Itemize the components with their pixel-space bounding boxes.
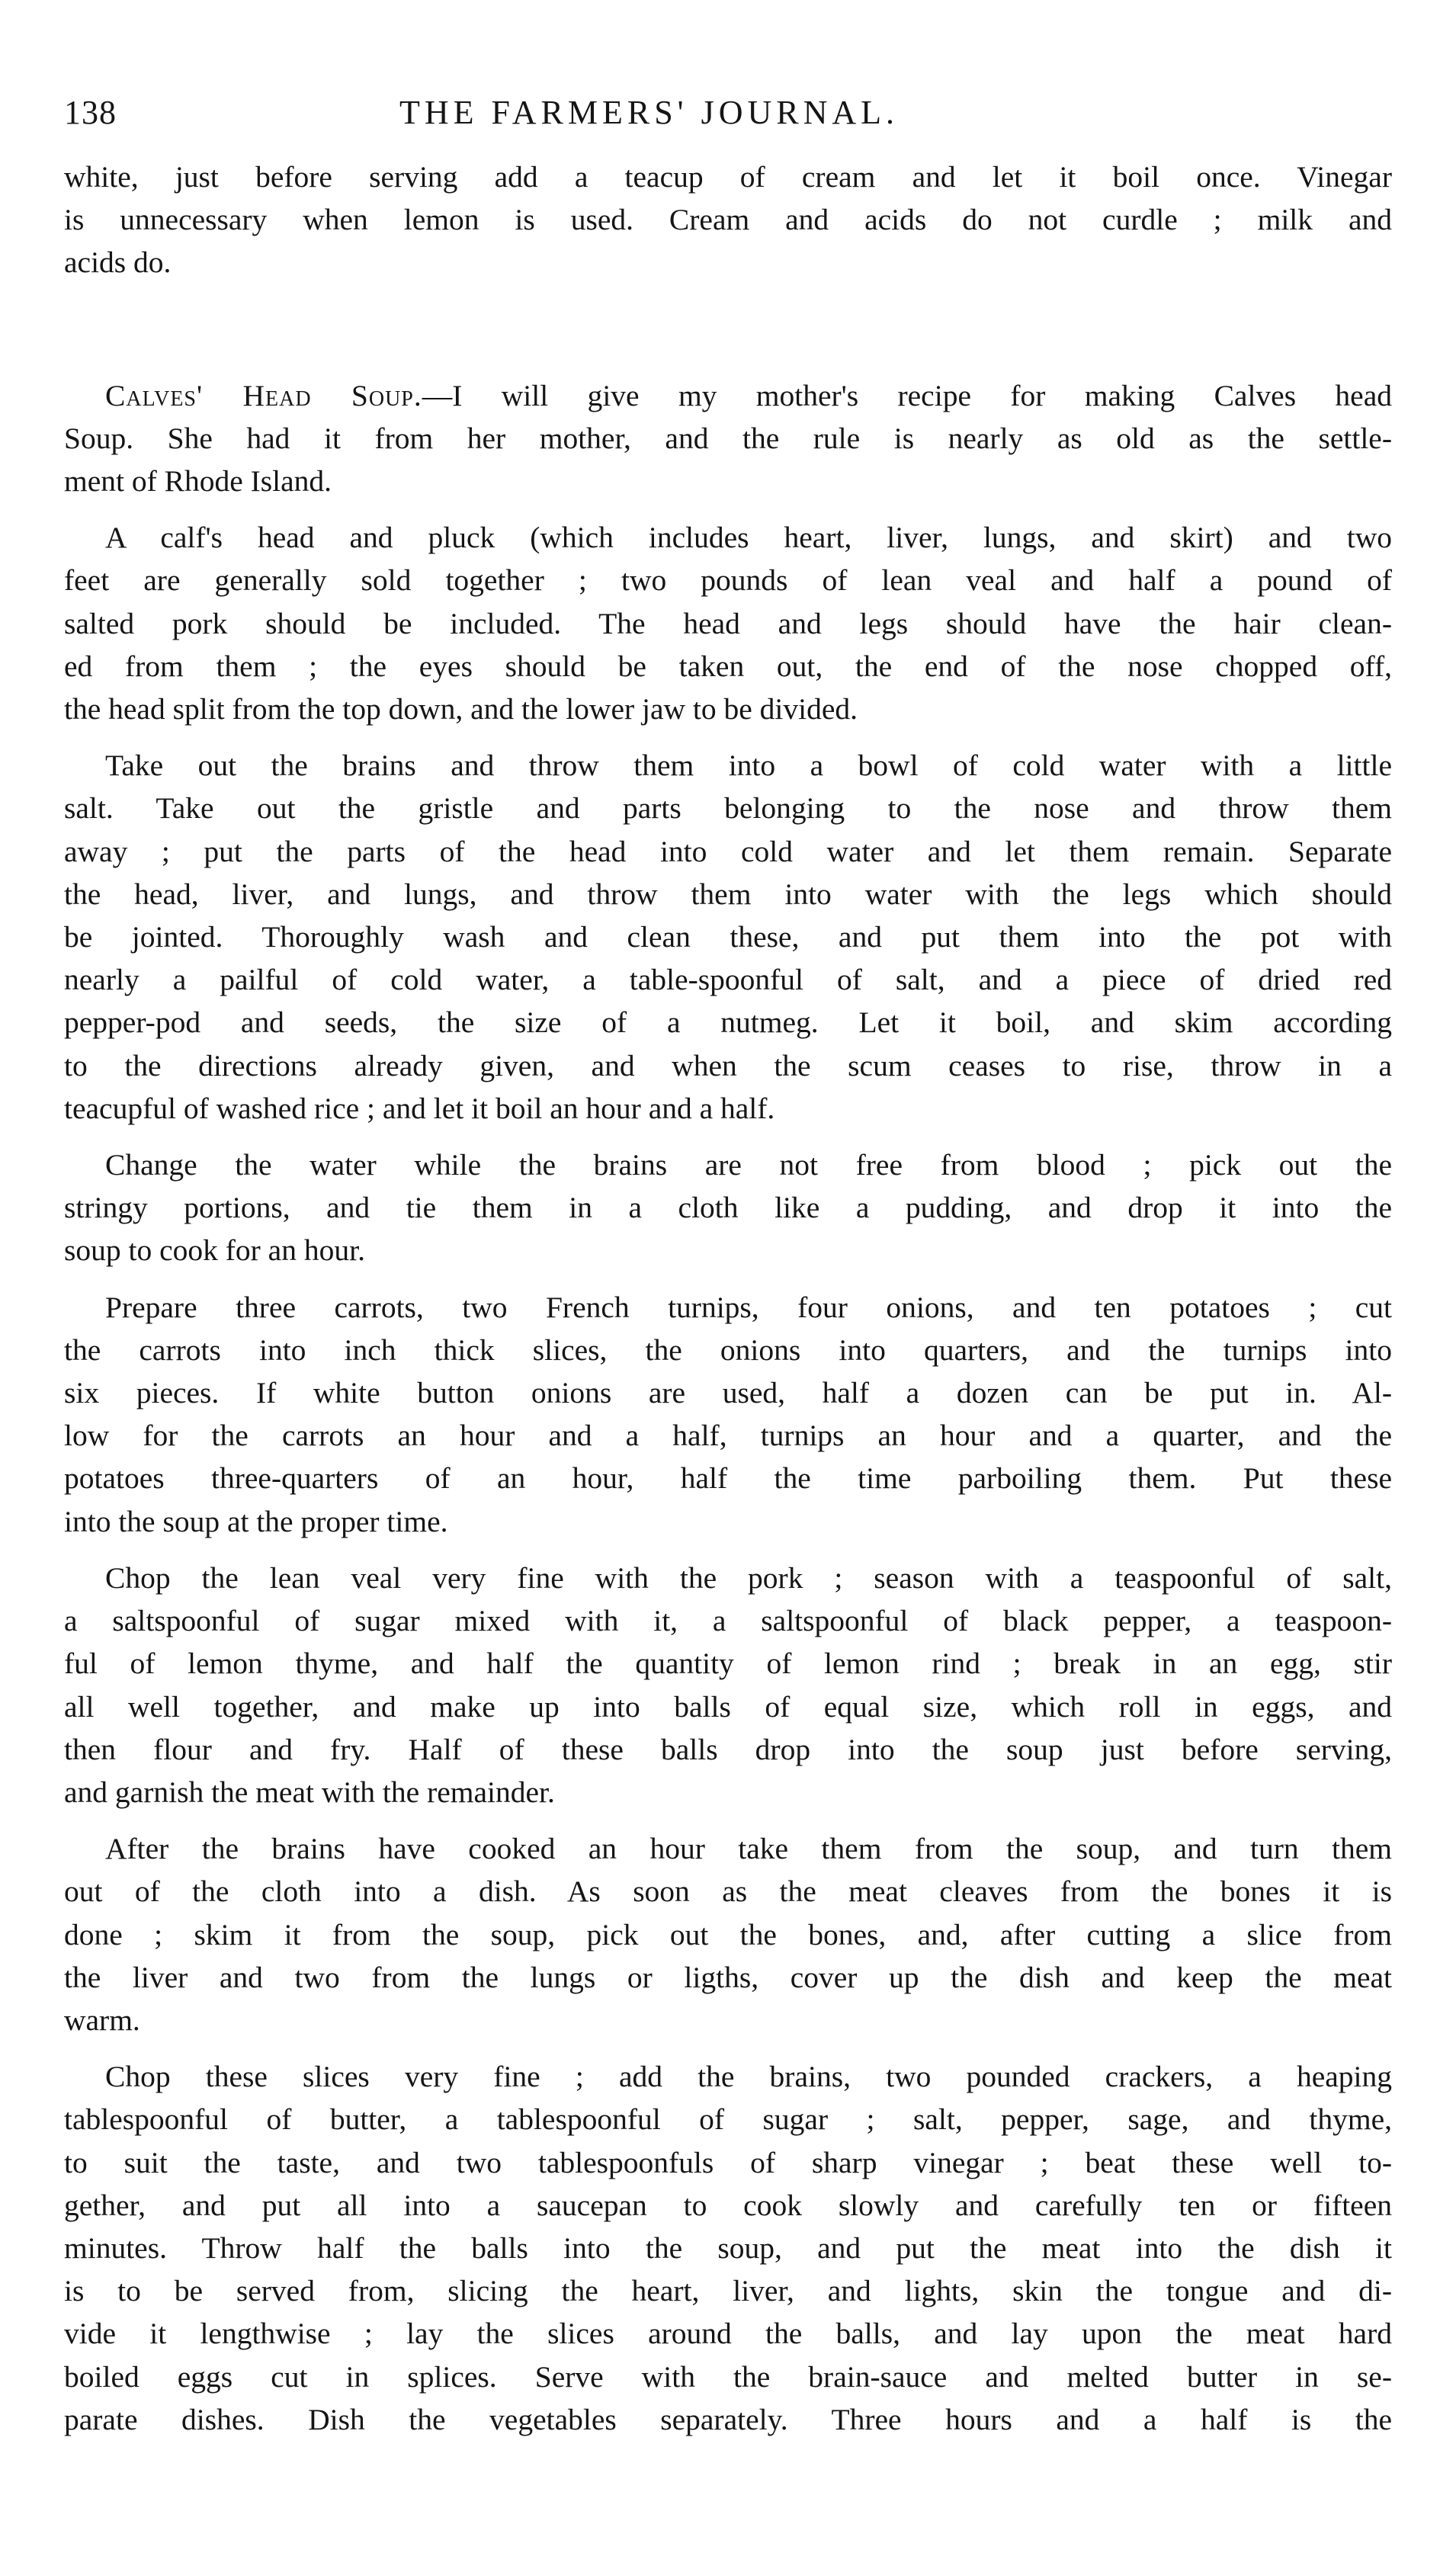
text-line: acids do. (64, 245, 172, 280)
page-number: 138 (64, 94, 117, 131)
text-line: be jointed. Thoroughly wash and clean these, and put them into the pot with (64, 920, 1392, 954)
text-line: minutes. Throw half the balls into the soup, and put the meat into the dish it (64, 2230, 1392, 2265)
heading-continuation: —I will give my mother's recipe for making Calves head (422, 378, 1393, 412)
paragraph-calf-pluck (64, 516, 1392, 730)
text-line: Prepare three carrots, two French turnips, four onions, and ten potatoes ; cut (105, 1290, 1392, 1324)
text-line: away ; put the parts of the head into cold water and let them remain. Separate (64, 834, 1392, 868)
text-line: done ; skim it from the soup, pick out the bones, and, after cutting a slice from (64, 1917, 1392, 1951)
text-line: soup to cook for an hour. (64, 1233, 365, 1268)
paragraph-calves-head-intro (64, 374, 1392, 503)
text-line: Take out the brains and throw them into a bowl of cold water with a little (105, 749, 1392, 783)
text-line: After the brains have cooked an hour take them from the soup, and turn them (105, 1832, 1392, 1866)
text-line: pepper-pod and seeds, the size of a nutmeg. Let it boil, and skim according (64, 1005, 1392, 1040)
section-heading: Calves' Head Soup. (105, 378, 422, 412)
text-line: the liver and two from the lungs or ligths, cover up the dish and keep the meat (64, 1960, 1392, 1994)
text-line: ful of lemon thyme, and half the quantity of lemon rind ; break in an egg, stir (64, 1647, 1392, 1681)
text-line: Soup. She had it from her mother, and the rule is nearly as old as the settle- (64, 421, 1392, 455)
text-line: A calf's head and pluck (which includes heart, liver, lungs, and skirt) and two (105, 521, 1392, 555)
paragraph-vegetables (64, 1286, 1392, 1543)
text-line: ment of Rhode Island. (64, 464, 332, 499)
text-line: out of the cloth into a dish. As soon as the meat cleaves from the bones it is (64, 1874, 1392, 1909)
running-head (64, 93, 1392, 146)
paragraph-change-water (64, 1143, 1392, 1272)
text-line: white, just before serving add a teacup of cream and let it boil once. Vinegar (64, 160, 1392, 194)
text-line: feet are generally sold together ; two pounds of lean veal and half a pound of (64, 563, 1392, 598)
text-line: then flour and fry. Half of these balls drop into the soup just before serving, (64, 1732, 1392, 1766)
text-line: teacupful of washed rice ; and let it boil an hour and a half. (64, 1091, 775, 1125)
text-line: is unnecessary when lemon is used. Cream and acids do not curdle ; milk and (64, 203, 1392, 237)
text-line: low for the carrots an hour and a half, turnips an hour and a quarter, and the (64, 1419, 1392, 1453)
text-line: the carrots into inch thick slices, the onions into quarters, and the turnips into (64, 1333, 1392, 1367)
paragraph-brains (64, 744, 1392, 1130)
text-line: a saltspoonful of sugar mixed with it, a saltspoonful of black pepper, a teaspoon- (64, 1604, 1392, 1638)
paragraph-brain-sauce (64, 2055, 1392, 2441)
text-line: Chop the lean veal very fine with the pork ; season with a teaspoonful of salt, (105, 1560, 1392, 1595)
text-line: gether, and put all into a saucepan to cook slowly and carefully ten or fifteen (64, 2188, 1392, 2222)
text-line: boiled eggs cut in splices. Serve with the brain-sauce and melted butter in se- (64, 2359, 1392, 2394)
text-line: vide it lengthwise ; lay the slices around the balls, and lay upon the meat hard (64, 2317, 1392, 2351)
text-line: warm. (64, 2003, 140, 2037)
text-line: Change the water while the brains are not free from blood ; pick out the (105, 1148, 1392, 1182)
text-line: to the directions already given, and when the scum ceases to rise, throw in a (64, 1048, 1392, 1082)
text-line: nearly a pailful of cold water, a table-spoonful of salt, and a piece of dried red (64, 963, 1392, 997)
text-line: six pieces. If white button onions are used, half a dozen can be put in. Al- (64, 1376, 1392, 1410)
text-line: Chop these slices very fine ; add the brains, two pounded crackers, a heaping (105, 2060, 1392, 2094)
book-page (64, 93, 1392, 2441)
text-line: into the soup at the proper time. (64, 1504, 448, 1538)
text-line: salted pork should be included. The head and legs should have the hair clean- (64, 606, 1392, 640)
paragraph-forcemeat-balls (64, 1557, 1392, 1814)
paragraph-brains-cooked (64, 1827, 1392, 2041)
text-line: the head split from the top down, and the lower jaw to be divided. (64, 692, 858, 726)
text-line: stringy portions, and tie them in a cloth like a pudding, and drop it into the (64, 1191, 1392, 1225)
text-line: potatoes three-quarters of an hour, half the time parboiling them. Put these (64, 1461, 1392, 1496)
text-line: tablespoonful of butter, a tablespoonful of sugar ; salt, pepper, sage, and thyme, (64, 2102, 1392, 2137)
text-line: all well together, and make up into balls of equal size, which roll in eggs, and (64, 1689, 1392, 1724)
paragraph-vinegar-note (64, 156, 1392, 284)
text-line: parate dishes. Dish the vegetables separately. Three hours and a half is the (64, 2402, 1392, 2436)
text-line: and garnish the meat with the remainder. (64, 1775, 555, 1809)
journal-title: THE FARMERS' JOURNAL. (399, 94, 900, 131)
text-line (64, 374, 1392, 417)
text-line: the head, liver, and lungs, and throw them into water with the legs which should (64, 877, 1392, 911)
text-line: ed from them ; the eyes should be taken out, the end of the nose chopped off, (64, 649, 1392, 683)
text-line: salt. Take out the gristle and parts belonging to the nose and throw them (64, 791, 1392, 826)
text-line: is to be served from, slicing the heart, liver, and lights, skin the tongue and di- (64, 2274, 1392, 2308)
text-line: to suit the taste, and two tablespoonfuls of sharp vinegar ; beat these well to- (64, 2145, 1392, 2179)
